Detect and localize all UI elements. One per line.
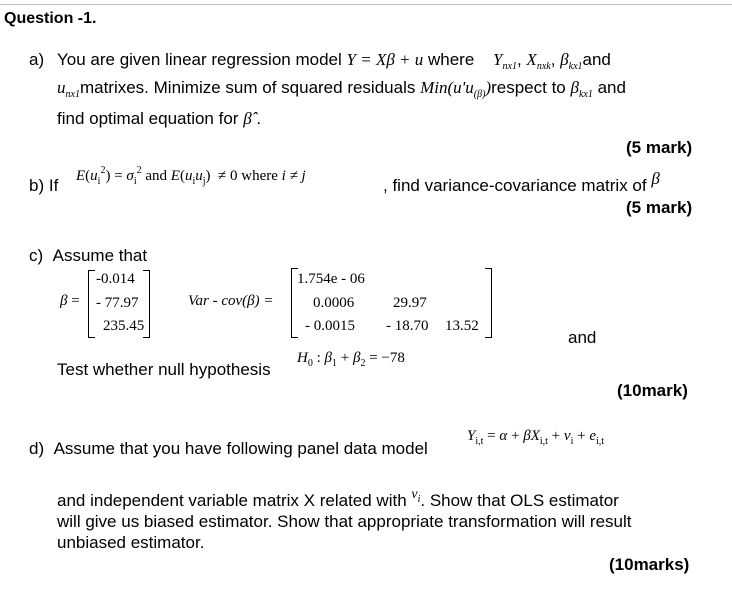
beta-symbol: β = <box>60 293 80 309</box>
question-title: Question -1. <box>4 10 97 27</box>
beta-value: 235.45 <box>103 318 145 334</box>
var-cell: 29.97 <box>393 295 427 311</box>
part-c-test: Test whether null hypothesis <box>57 360 271 379</box>
part-c-marks: (10mark) <box>617 381 688 400</box>
var-cell: 0.0006 <box>313 295 355 311</box>
null-hypothesis: $H_0$ : $\beta_1 + \beta_2 = -78$ <box>297 350 405 369</box>
var-cell: 1.754e - 06 <box>297 271 365 287</box>
var-cell: 13.52 <box>445 318 479 334</box>
beta-value: -0.014 <box>96 271 135 287</box>
part-d-line4: unbiased estimator. <box>57 533 205 552</box>
part-d-line2: and independent variable matrix X related with $^{v_i}$. Show that OLS estimator <box>57 487 619 510</box>
part-a-line2: $u_{nx1}matrixes$. Minimize sum of squared residuals $Min(u'u_{(\beta)})respect$ to $\beta_{kx1}$ and <box>57 78 626 100</box>
part-d-line3: will give us biased estimator. Show that appropriate transformation will result <box>57 512 632 531</box>
top-border <box>0 4 732 5</box>
var-cov-label: Var - cov(β) = <box>188 293 274 309</box>
part-d-marks: (10marks) <box>609 555 690 574</box>
var-cell: - 18.70 <box>386 318 429 334</box>
var-right-bracket <box>485 268 492 338</box>
part-d-line1: d) Assume that you have following panel data model <box>29 439 428 458</box>
part-c-label: c) Assume that <box>29 246 148 265</box>
var-cell: - 0.0015 <box>305 318 355 334</box>
panel-model: $Y_{i,t} = \alpha + \beta X_{i,t} + v_i + e_{i,t}$ <box>467 428 605 447</box>
beta-left-bracket <box>88 270 95 338</box>
part-b-label: b) If <box>29 176 59 195</box>
part-b-condition: $E(u_i^2) = \sigma_i^2$ and $E(u_iu_j) \ne 0$ where i ≠ j <box>76 165 306 187</box>
part-a-line1: You are given linear regression model Y = Xβ + u where $Y_{nx1}$, $X_{nxk}$, $\beta_{kx1}and$ <box>57 50 611 72</box>
part-c-and: and <box>568 328 597 347</box>
part-b-text: , find variance-covariance matrix of β <box>383 169 660 195</box>
part-a-marks: (5 mark) <box>626 138 693 157</box>
beta-value: - 77.97 <box>96 295 139 311</box>
part-b-marks: (5 mark) <box>626 198 693 217</box>
regression-model: Y = Xβ + u <box>346 50 424 69</box>
part-a-line3: find optimal equation for β̂ . <box>57 109 262 128</box>
part-a-label: a) <box>29 50 45 69</box>
